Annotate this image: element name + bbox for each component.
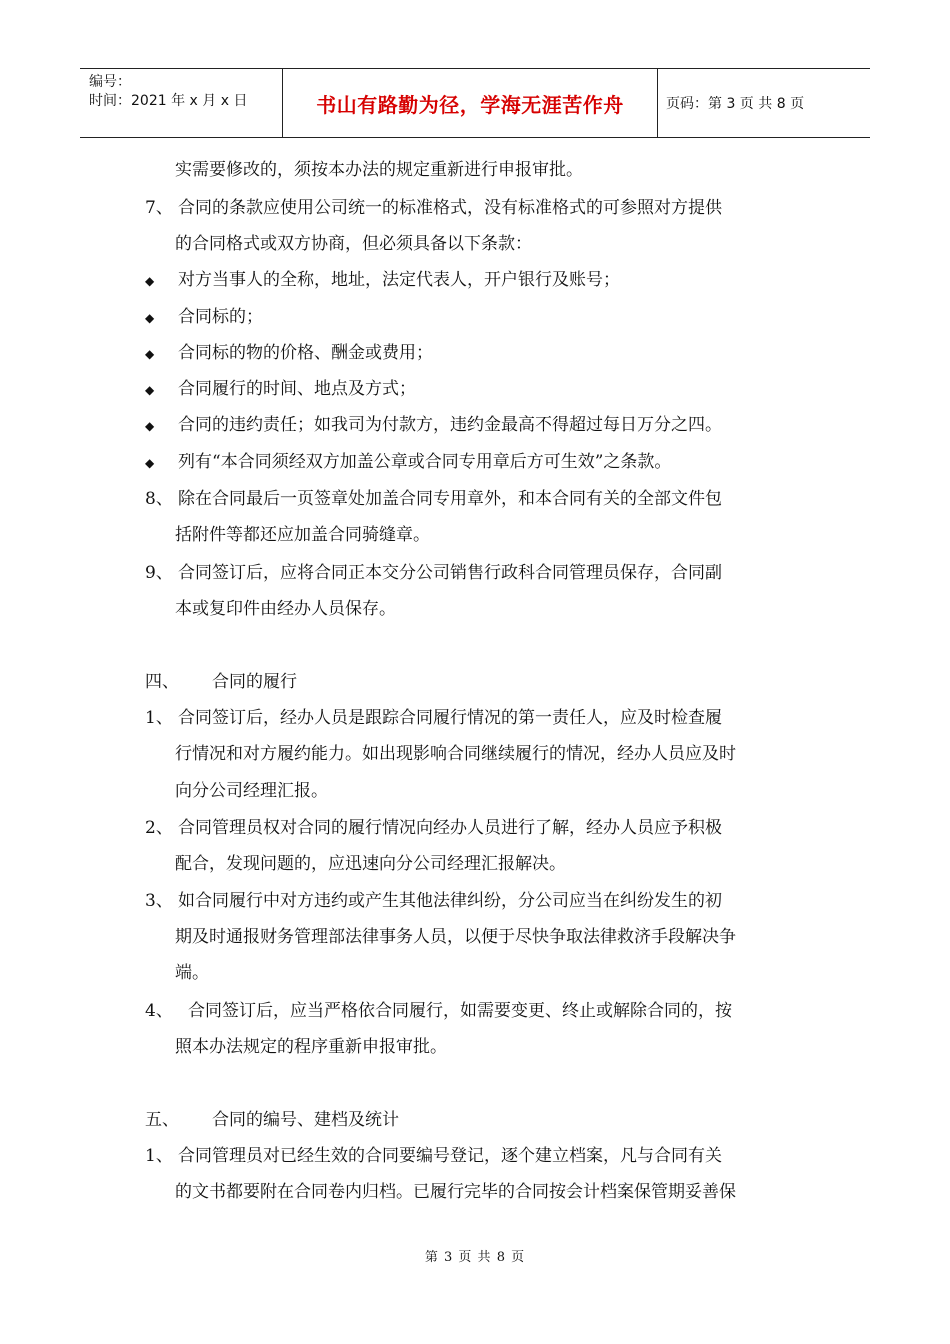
text-line: 除在合同最后一页签章处加盖合同专用章外，和本合同有关的全部文件包	[178, 489, 722, 509]
text-line: 端。	[175, 963, 209, 983]
text-line: 实需要修改的，须按本办法的规定重新进行申报审批。	[175, 160, 583, 180]
section-number: 五、	[145, 1110, 179, 1130]
text-line: 本或复印件由经办人员保存。	[175, 599, 396, 619]
text-line: 合同签订后，应当严格依合同履行，如需要变更、终止或解除合同的，按	[188, 1001, 732, 1021]
text-line: 如合同履行中对方违约或产生其他法律纠纷，分公司应当在纠纷发生的初	[178, 891, 722, 911]
item-number: 1、	[145, 1146, 173, 1166]
item-number: 8、	[145, 489, 173, 509]
section-title: 合同的编号、建档及统计	[212, 1110, 399, 1130]
text-line: 合同管理员对已经生效的合同要编号登记，逐个建立档案，凡与合同有关	[178, 1146, 722, 1166]
item-number: 2、	[145, 818, 173, 838]
text-line: 合同管理员权对合同的履行情况向经办人员进行了解，经办人员应予积极	[178, 818, 722, 838]
document-date-label: 时间：2021 年 x 月 x 日	[89, 93, 248, 109]
header-page-label: 页码：第 3 页 共 8 页	[666, 96, 805, 112]
item-number: 4、	[145, 1001, 173, 1021]
page-footer	[0, 1246, 950, 1265]
bullet-item: 列有“本合同须经双方加盖公章或合同专用章后方可生效”之条款。	[178, 452, 672, 472]
bullet-item: 合同履行的时间、地点及方式；	[178, 379, 416, 399]
diamond-bullet-icon: ◆	[145, 456, 155, 470]
diamond-bullet-icon: ◆	[145, 347, 155, 361]
header-motto: 书山有路勤为径，学海无涯苦作舟	[316, 92, 624, 117]
bullet-item: 合同标的物的价格、酬金或费用；	[178, 343, 433, 363]
item-number: 7、	[145, 198, 173, 218]
document-number-label: 编号：	[89, 74, 131, 90]
text-line: 的文书都要附在合同卷内归档。已履行完毕的合同按会计档案保管期妥善保	[175, 1182, 736, 1202]
text-line: 的合同格式或双方协商，但必须具备以下条款：	[175, 234, 532, 254]
text-line: 期及时通报财务管理部法律事务人员，以便于尽快争取法律救济手段解决争	[175, 927, 736, 947]
text-line: 括附件等都还应加盖合同骑缝章。	[175, 525, 430, 545]
item-number: 1、	[145, 708, 173, 728]
bullet-item: 合同的违约责任；如我司为付款方，违约金最高不得超过每日万分之四。	[178, 415, 722, 435]
text-line: 行情况和对方履约能力。如出现影响合同继续履行的情况，经办人员应及时	[175, 744, 736, 764]
footer-page-number: 第 3 页 共 8 页	[424, 1250, 526, 1265]
section-title: 合同的履行	[212, 672, 297, 692]
section-number: 四、	[145, 672, 179, 692]
bullet-item: 合同标的；	[178, 307, 263, 327]
text-line: 合同签订后，经办人员是跟踪合同履行情况的第一责任人，应及时检查履	[178, 708, 722, 728]
text-line: 配合，发现问题的，应迅速向分公司经理汇报解决。	[175, 854, 566, 874]
diamond-bullet-icon: ◆	[145, 311, 155, 325]
diamond-bullet-icon: ◆	[145, 383, 155, 397]
item-number: 9、	[145, 563, 173, 583]
text-line: 照本办法规定的程序重新申报审批。	[175, 1037, 447, 1057]
text-line: 合同的条款应使用公司统一的标准格式，没有标准格式的可参照对方提供	[178, 198, 722, 218]
item-number: 3、	[145, 891, 173, 911]
text-line: 向分公司经理汇报。	[175, 781, 328, 801]
text-line: 合同签订后，应将合同正本交分公司销售行政科合同管理员保存，合同副	[178, 563, 722, 583]
bullet-item: 对方当事人的全称，地址，法定代表人，开户银行及账号；	[178, 270, 620, 290]
diamond-bullet-icon: ◆	[145, 274, 155, 288]
diamond-bullet-icon: ◆	[145, 419, 155, 433]
